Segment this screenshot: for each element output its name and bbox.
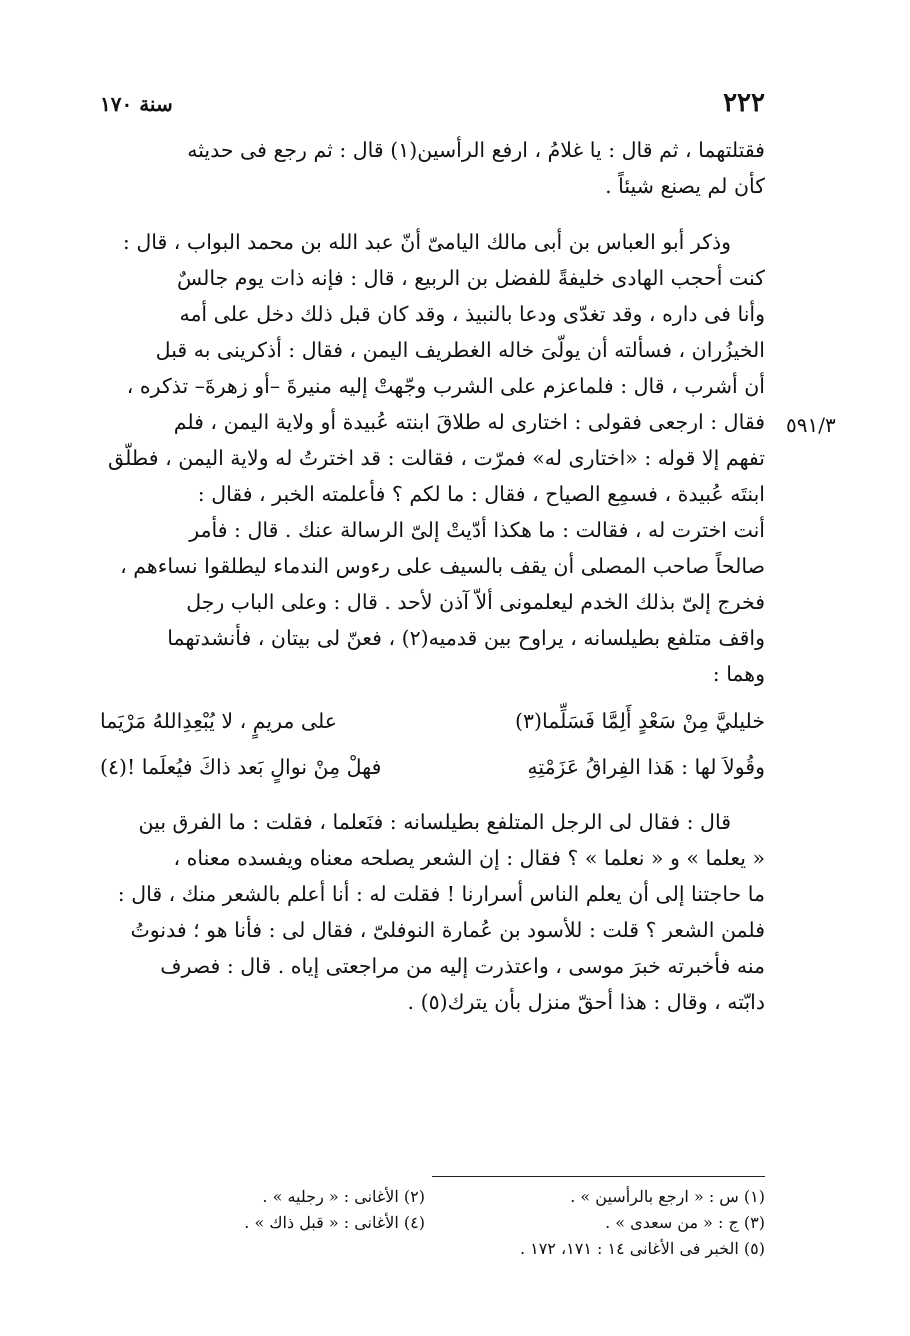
- footnotes: [100, 1184, 765, 1262]
- text-line: تفهم إلا قوله : «اختارى له» فمرّت ، فقالت : قد اخترتُ له ولاية اليمن ، فطلّق: [108, 446, 765, 470]
- paragraph-3: [100, 804, 765, 1020]
- page-number: ٢٢٢: [723, 88, 765, 118]
- text-line: وأنا فى داره ، وقد تغدّى ودعا بالنبيذ ، وقد كان قبل ذلك دخل على أمه: [179, 302, 765, 326]
- verse-first-hemistich: وقُولاَ لها : هَذا الفِراقُ عَزَمْتِهِ: [527, 755, 765, 779]
- text-line: فخرج إلىّ بذلك الخدم ليعلمونى ألاّ آذن لأحد . قال : وعلى الباب رجل: [186, 590, 765, 614]
- text-line: واقف متلفع بطيلسانه ، يراوح بين قدميه(٢) ، فعنّ لى بيتان ، فأنشدتهما: [167, 626, 765, 650]
- text-line: وهما :: [712, 662, 765, 686]
- text-line: فلمن الشعر ؟ قلت : للأسود بن عُمارة النوفلىّ ، فقال لى : فأنا هو ؛ فدنوتُ: [130, 918, 765, 942]
- footnote-4: (٤) الأغانى : « قبل ذاك » .: [244, 1213, 425, 1232]
- body-text: [100, 132, 765, 1020]
- text-line: فقال : ارجعى فقولى : اختارى له طلاقَ ابنته عُبيدة أو ولاية اليمن ، فلم: [173, 410, 765, 434]
- verse-line: [100, 698, 765, 744]
- text-line: « يعلما » و « نعلما » ؟ فقال : إن الشعر يصلحه معناه ويفسده معناه ،: [173, 846, 765, 870]
- paragraph-gap: [100, 204, 765, 224]
- footnote-divider: [432, 1176, 765, 1177]
- text-line: أن أشرب ، قال : فلماعزم على الشرب وجّهتْ إليه منيرةَ –أو زهرةَ– تذكره ،: [126, 374, 765, 398]
- verse-second-hemistich: فهلْ مِنْ نوالٍ بَعد ذاكَ فيُعلَما !(٤): [100, 755, 382, 779]
- text-line: فقتلتهما ، ثم قال : يا غلامُ ، ارفع الرأسين(١) قال : ثم رجع فى حديثه: [187, 138, 765, 162]
- footnote-row: [100, 1184, 765, 1210]
- paragraph-1: [100, 132, 765, 204]
- text-line: ما حاجتنا إلى أن يعلم الناس أسرارنا ! فقلت له : أنا أعلم بالشعر منك ، قال :: [117, 882, 765, 906]
- text-line: قال : فقال لى الرجل المتلفع بطيلسانه : فنَعلما ، فقلت : ما الفرق بين: [138, 810, 731, 834]
- text-line: ابنتَه عُبيدة ، فسمِع الصياح ، فقال : ما لكم ؟ فأعلمته الخبر ، فقال :: [197, 482, 765, 506]
- verse-first-hemistich: خليليَّ مِنْ سَعْدٍ أَلِمَّا فَسَلِّما(٣): [514, 709, 765, 733]
- margin-reference: ٥٩١/٣: [786, 413, 836, 437]
- text-line: أنت اخترت له ، فقالت : ما هكذا أدّيتْ إلىّ الرسالة عنك . قال : فأمر: [189, 518, 765, 542]
- footnote-5: (٥) الخبر فى الأغانى ١٤ : ١٧١، ١٧٢ .: [519, 1239, 765, 1258]
- text-line: منه فأخبرته خبرَ موسى ، واعتذرت إليه من مراجعتى إياه . قال : فصرف: [160, 954, 765, 978]
- paragraph-2: [100, 224, 765, 692]
- footnote-1: (١) س : « ارجع بالرأسين » .: [570, 1187, 765, 1206]
- text-line: كأن لم يصنع شيئاً .: [605, 174, 765, 198]
- text-line: دابّته ، وقال : هذا أحقّ منزل بأن يترك(٥) .: [407, 990, 765, 1014]
- poem-verses: [100, 698, 765, 790]
- text-line: صالحاً صاحب المصلى أن يقف بالسيف على رءوس الندماء ليطلقوا نساءهم ،: [120, 554, 765, 578]
- text-line: كنت أحجب الهادى خليفةً للفضل بن الربيع ، قال : فإنه ذات يوم جالسٌ: [176, 266, 765, 290]
- page-header: [100, 88, 765, 124]
- verse-line: [100, 744, 765, 790]
- text-line: وذكر أبو العباس بن أبى مالك اليامىّ أنّ عبد الله بن محمد البواب ، قال :: [122, 230, 731, 254]
- verse-second-hemistich: على مريمٍ ، لا يُبْعِدِاللهُ مَرْيَما: [100, 709, 337, 733]
- text-line: الخيزُران ، فسألته أن يولّىَ خاله الغطريف اليمن ، فقال : أذكرينى به قبل: [155, 338, 765, 362]
- footnote-row: [100, 1210, 765, 1236]
- footnote-row: [100, 1236, 765, 1262]
- footnote-3: (٣) ج : « من سعدى » .: [605, 1213, 765, 1232]
- footnote-2: (٢) الأغانى : « رجليه » .: [262, 1187, 425, 1206]
- year-label: سنة ١٧٠: [100, 92, 173, 116]
